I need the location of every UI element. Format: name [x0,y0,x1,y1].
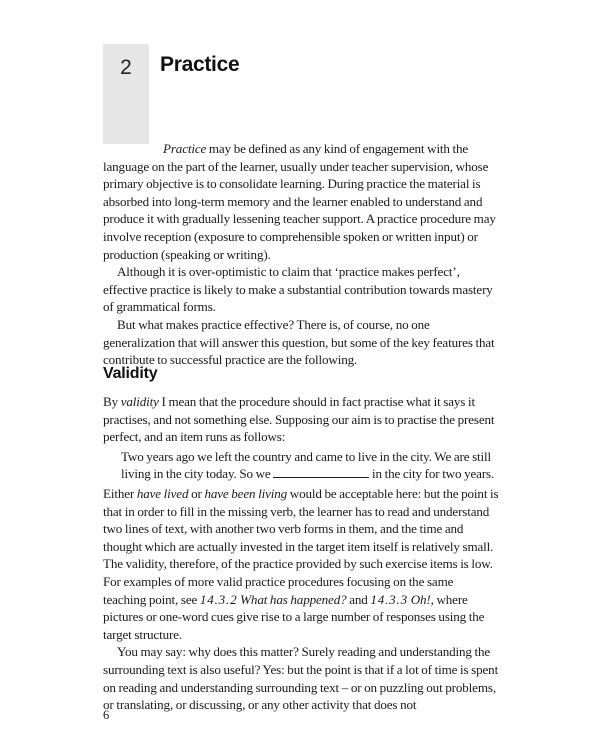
reference-number-1: 14.3.2 [199,591,238,607]
reference-title-1: What has happened? [240,591,347,607]
term-practice: Practice [163,141,207,156]
chapter-title: Practice [160,53,240,76]
validity-paragraph-1: By validity I mean that the procedure should in fact practise what it says it practises, and not something else. Supposing our aim is to practise the present perfect, and an item runs as follows: [103,394,495,445]
reference-number-2: 14.3.3 [370,591,408,607]
option-have-been-living: have been living [204,485,288,501]
validity-paragraph-2: Either have lived or have been living would be acceptable here: but the point is that in order to fill in the missing verb, the learner has to read and understand two lines of text, with another two verb forms in them, and the time and thought which are actually invested in the target item itself is relatively small. The validity, therefore, of the practice provided by such exercise items is low. For examples of more valid practice procedures focusing on the same teaching point, see 14.3.2 What has happened? and 14.3.3 Oh!, where pictures or one-word cues give rise to a large number of responses using the target structure. [103,485,499,642]
intro-paragraph-3: But what makes practice effective? There is, of course, no one generalization that will answer this question, but some of the key features that contribute to successful practice are the following. [103,316,495,368]
intro-text [103,140,499,369]
example-sentence: Two years ago we left the country and came to live in the city. We are still living in the city today. So we in the city for two years. [121,448,495,482]
validity-paragraph-3: You may say: why does this matter? Surely reading and understanding the surrounding text is also useful? Yes: but the point is that if a lot of time is spent on reading and understanding surrounding text – or on puzzling out problems, or translating, or discussing, or any other activity that does not [103,644,499,713]
intro-paragraph-2: Although it is over-optimistic to claim that ‘practice makes perfect’, effective practice is likely to make a substantial contribution towards mastery of grammatical forms. [103,264,493,315]
chapter-number-block [103,44,149,144]
intro-paragraph-1: Practice may be defined as any kind of engagement with the language on the part of the learner, usually under teacher supervision, whose primary objective is to consolidate learning. During practice the material is absorbed into long-term memory and the learner enabled to understand and produce it with gradually lessening teacher support. A practice procedure may involve reception (exposure to comprehensible spoken or written input) or production (speaking or writing). [103,141,496,262]
section-heading-validity: Validity [103,365,158,382]
validity-text [103,393,499,714]
chapter-number: 2 [120,56,132,79]
fill-in-blank [273,465,369,478]
term-validity: validity [120,394,159,409]
option-have-lived: have lived [136,485,189,501]
page-number: 6 [103,708,110,722]
reference-title-2: Oh! [410,591,431,607]
